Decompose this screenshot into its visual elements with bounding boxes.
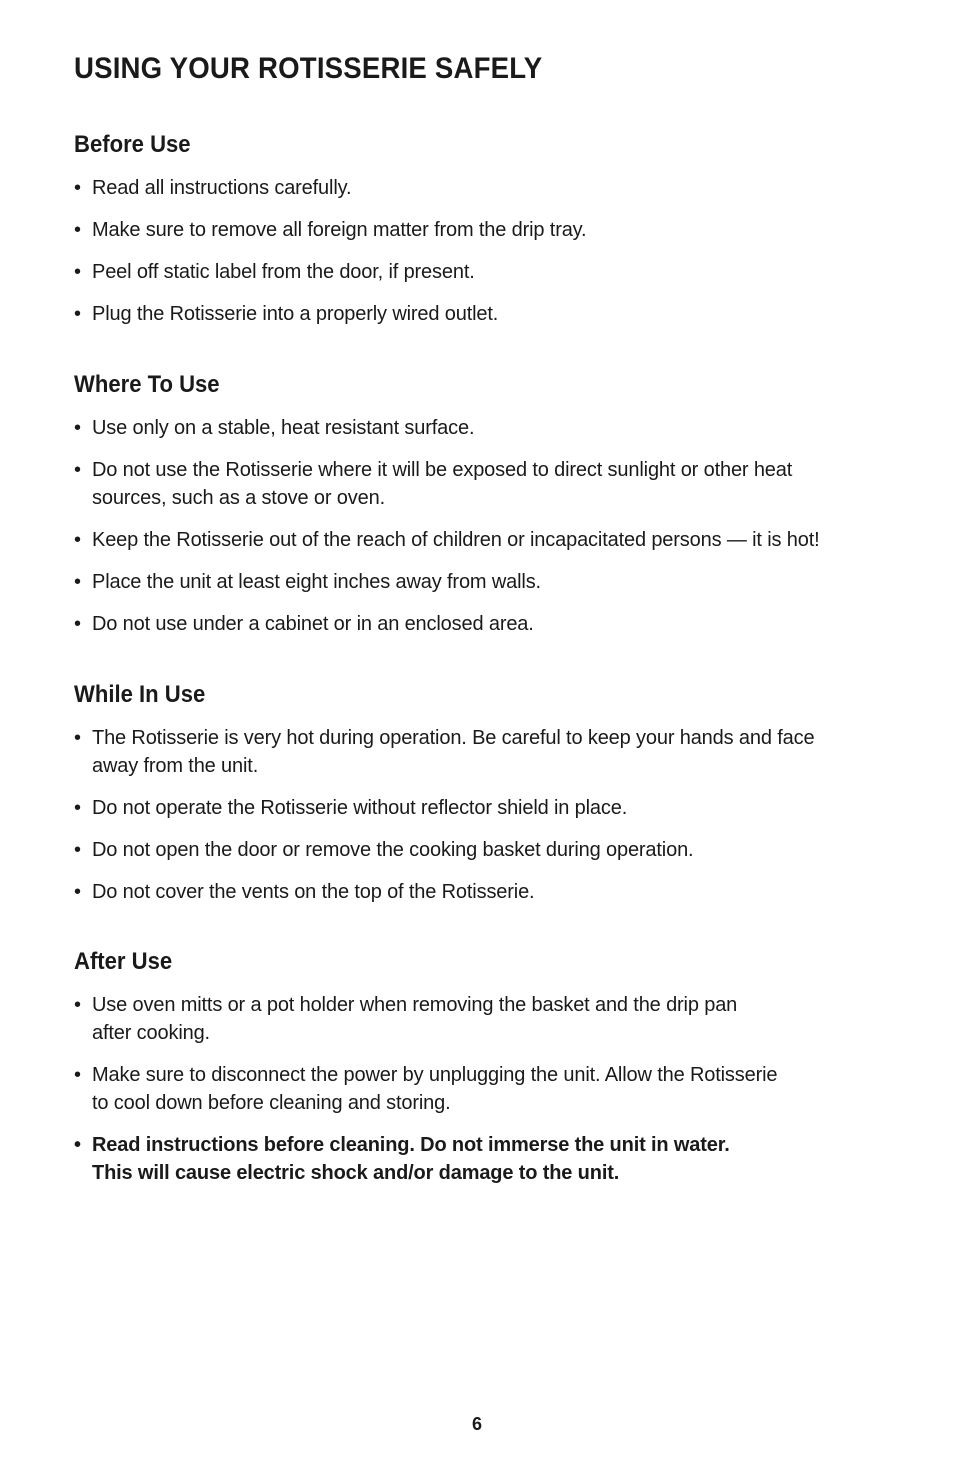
- section-heading: Where To Use: [74, 371, 220, 398]
- bullet-icon: •: [74, 303, 81, 325]
- bullet-list: [74, 724, 904, 906]
- list-item: • Use oven mitts or a pot holder when removing the basket and the drip pan after cooking.: [74, 991, 904, 1047]
- bullet-icon: •: [74, 613, 81, 635]
- page-number: 6: [471, 1414, 482, 1434]
- bullet-list: [74, 991, 904, 1187]
- bullet-icon: •: [74, 1064, 81, 1086]
- list-item: • Keep the Rotisserie out of the reach of children or incapacitated persons — it is hot!: [74, 526, 904, 554]
- bullet-icon: •: [74, 881, 81, 903]
- section-while-in-use: [74, 680, 904, 920]
- bullet-icon: •: [74, 529, 81, 551]
- list-item: • Peel off static label from the door, if present.: [74, 258, 904, 286]
- list-item: • Do not use under a cabinet or in an enclosed area.: [74, 610, 904, 638]
- section-heading: Before Use: [74, 131, 191, 158]
- bullet-icon: •: [74, 459, 81, 481]
- bullet-icon: •: [74, 797, 81, 819]
- list-item: • Do not use the Rotisserie where it will be exposed to direct sunlight or other heat sources, such as a stove or oven.: [74, 456, 904, 512]
- list-item: • Do not open the door or remove the cooking basket during operation.: [74, 836, 904, 864]
- warning-list-item: • Read instructions before cleaning. Do not immerse the unit in water. This will cause electric shock and/or damage to the unit.: [74, 1131, 904, 1187]
- page-title: USING YOUR ROTISSERIE SAFELY: [74, 52, 543, 85]
- bullet-icon: •: [74, 571, 81, 593]
- bullet-icon: •: [74, 994, 81, 1016]
- bullet-icon: •: [74, 1134, 81, 1156]
- bullet-icon: •: [74, 177, 81, 199]
- bullet-icon: •: [74, 219, 81, 241]
- list-item: • Read all instructions carefully.: [74, 174, 904, 202]
- list-item: • Do not cover the vents on the top of the Rotisserie.: [74, 878, 904, 906]
- list-item: • Do not operate the Rotisserie without reflector shield in place.: [74, 794, 904, 822]
- list-item: • Use only on a stable, heat resistant surface.: [74, 414, 904, 442]
- bullet-icon: •: [74, 839, 81, 861]
- list-item: • Make sure to disconnect the power by unplugging the unit. Allow the Rotisserie to cool down before cleaning and storing.: [74, 1061, 904, 1117]
- bullet-list: [74, 414, 904, 638]
- list-item: • Place the unit at least eight inches away from walls.: [74, 568, 904, 596]
- list-item: • Make sure to remove all foreign matter from the drip tray.: [74, 216, 904, 244]
- section-heading: While In Use: [74, 681, 206, 708]
- bullet-icon: •: [74, 261, 81, 283]
- section-before-use: [74, 130, 904, 342]
- list-item: • Plug the Rotisserie into a properly wired outlet.: [74, 300, 904, 328]
- bullet-icon: •: [74, 727, 81, 749]
- section-heading: After Use: [74, 948, 173, 975]
- bullet-list: [74, 174, 904, 328]
- section-after-use: [74, 947, 904, 1201]
- list-item: • The Rotisserie is very hot during operation. Be careful to keep your hands and face away from the unit.: [74, 724, 904, 780]
- section-where-to-use: [74, 370, 904, 652]
- bullet-icon: •: [74, 417, 81, 439]
